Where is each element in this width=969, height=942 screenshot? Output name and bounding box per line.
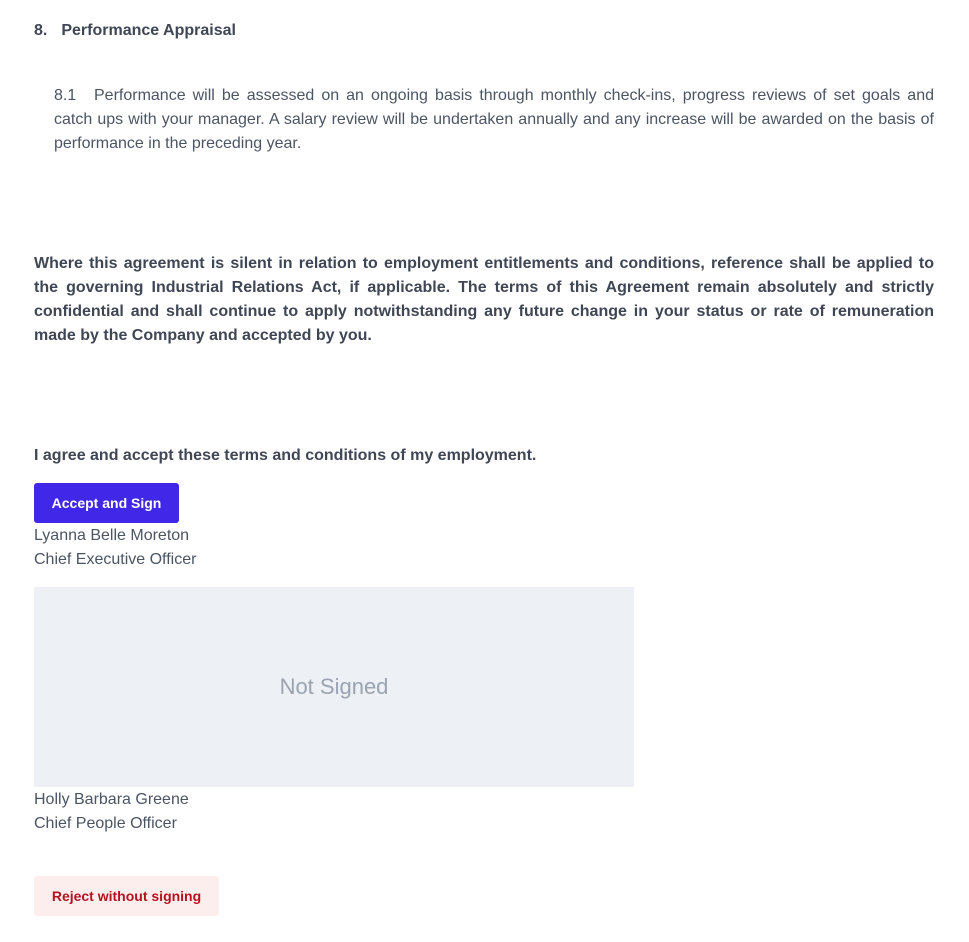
reject-without-signing-button[interactable]: Reject without signing [34,876,219,916]
signatory-ceo [34,524,196,572]
section-heading [34,20,236,42]
signatory-cpo [34,788,189,836]
agreement-notice: Where this agreement is silent in relation to employment entitlements and conditions, reference shall be applied to the governing Industrial Relations Act, if applicable. The terms of this Agreement remain absolutely and strictly confidential and shall continue to apply notwithstanding any future change in your status or rate of remuneration made by the Company and accepted by you. [34,255,934,344]
accept-and-sign-button[interactable]: Accept and Sign [34,483,179,523]
signature-box [34,587,634,787]
clause-number: 8.1 [54,87,77,104]
signature-status: Not Signed [279,674,389,699]
section-number: 8. [34,22,48,39]
agreement-statement: I agree and accept these terms and conditions of my employment. [34,447,537,464]
signatory-name: Holly Barbara Greene [34,791,189,808]
clause-8-1 [54,84,934,156]
signatory-title: Chief People Officer [34,815,177,832]
clause-text: Performance will be assessed on an ongoing basis through monthly check-ins, progress reviews of set goals and catch ups with your manager. A salary review will be undertaken annually and any increase will be awarded on the basis of performance in the preceding year. [54,87,934,152]
signatory-name: Lyanna Belle Moreton [34,527,190,544]
section-title: Performance Appraisal [61,22,236,39]
signatory-title: Chief Executive Officer [34,551,197,568]
